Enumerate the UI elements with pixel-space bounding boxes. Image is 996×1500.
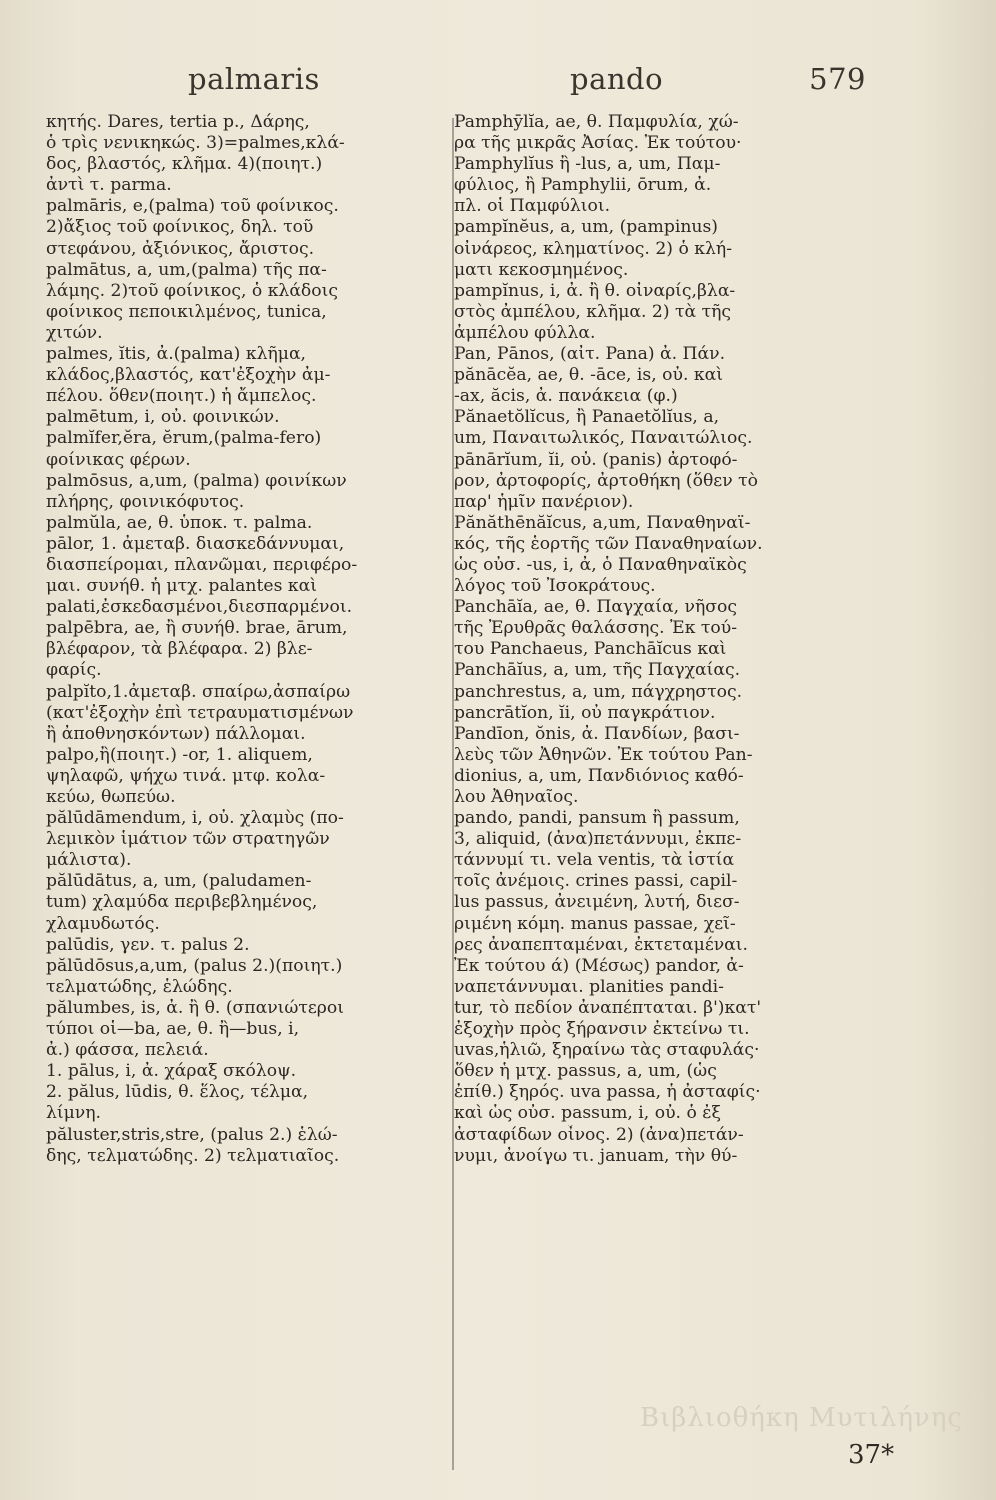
text-line: μάλιστα). (46, 850, 132, 871)
text-line: ἀμπέλου φύλλα. (454, 322, 596, 343)
library-watermark: Βιβλιοθήκη Μυτιλήνης (640, 1403, 963, 1433)
text-line: Pan, Pānos, (αἰτ. Pana) ἀ. Πάν. (454, 344, 726, 365)
header-first-entry: palmaris (188, 62, 320, 96)
text-line: palmŭla, ae, θ. ὑποκ. τ. palma. (46, 512, 313, 533)
text-line: palmātus, a, um,(palma) τῆς πα- (46, 259, 327, 280)
text-line: Panchāĭus, a, um, τῆς Παγχαίας. (454, 660, 741, 681)
text-line: ψηλαφῶ, ψήχω τινά. μτφ. κολα- (46, 765, 326, 786)
text-line: τοῖς ἀνέμοις. crines passi, capil- (454, 871, 738, 892)
text-line: χιτών. (46, 322, 103, 343)
text-line: ὡς οὐσ. -us, i, ἀ, ὁ Παναθηναϊκὸς (454, 554, 747, 575)
text-line: 1. pālus, i, ἀ. χάραξ σκόλοψ. (46, 1061, 297, 1082)
text-line: palmĭfer,ĕra, ĕrum,(palma-fero) (46, 428, 322, 449)
text-line: pancrātĭon, ĭi, οὐ παγκράτιον. (454, 702, 716, 723)
text-line: Pamphylĭus ἢ -lus, a, um, Παμ- (454, 154, 721, 175)
text-line: lus passus, ἀνειμένη, λυτή, διεσ- (454, 892, 740, 913)
text-line: pampĭnus, i, ἀ. ἢ θ. οἰναρίς,βλα- (454, 280, 736, 301)
text-line: στὸς ἀμπέλου, κλῆμα. 2) τὰ τῆς (454, 301, 732, 322)
text-line: pălūdōsus,a,um, (palus 2.)(ποιητ.) (46, 955, 343, 976)
running-header (140, 62, 866, 112)
text-line: λεμικὸν ἱμάτιον τῶν στρατηγῶν (46, 829, 330, 850)
text-line: μαι. συνήθ. ἡ μτχ. palantes καὶ (46, 576, 317, 597)
text-line: palati,ἐσκεδασμένοι,διεσπαρμένοι. (46, 597, 353, 618)
text-line: ματι κεκοσμημένος. (454, 259, 629, 280)
text-line: τύποι οἱ—ba, ae, θ. ἢ—bus, i, (46, 1019, 300, 1040)
text-line: pănācĕa, ae, θ. -āce, is, οὐ. καὶ (454, 365, 723, 386)
text-line: καὶ ὡς οὐσ. passum, i, οὐ. ὁ ἐξ (454, 1103, 721, 1124)
text-line: δης, τελματώδης. 2) τελματιαῖος. (46, 1145, 340, 1166)
text-line: ρα τῆς μικρᾶς Ἀσίας. Ἐκ τούτου· (454, 133, 742, 154)
text-line: νυμι, ἀνοίγω τι. januam, τὴν θύ- (454, 1145, 738, 1166)
text-line: πλήρης, φοινικόφυτος. (46, 491, 245, 512)
text-line: tum) χλαμύδα περιβεβλημένος, (46, 892, 318, 913)
text-line: λάμης. 2)τοῦ φοίνικος, ὁ κλάδοις (46, 280, 338, 301)
signature-mark: 37* (848, 1440, 895, 1470)
text-line: pălūdāmendum, i, οὐ. χλαμὺς (πο- (46, 808, 344, 829)
text-line: ἐπίθ.) ξηρός. uva passa, ἡ ἀσταφίς· (454, 1082, 761, 1103)
text-line: παρ' ἡμῖν πανέριον). (454, 491, 634, 512)
text-line: οἰνάρεος, κληματίνος. 2) ὁ κλή- (454, 238, 733, 259)
text-line: λου Ἀθηναῖος. (454, 787, 579, 807)
text-line: λόγος τοῦ Ἰσοκράτους. (454, 576, 656, 597)
text-line: Panchāĭa, ae, θ. Παγχαία, νῆσος (454, 597, 737, 618)
text-line: palmētum, i, οὐ. φοινικών. (46, 407, 280, 428)
text-line: palpēbra, ae, ἢ συνήθ. brae, ārum, (46, 618, 348, 639)
text-line: ρες ἀναπεπταμέναι, ἐκτεταμέναι. (454, 934, 748, 955)
text-line: pando, pandi, pansum ἢ passum, (454, 808, 740, 829)
text-line: -ax, ăcis, ἀ. πανάκεια (φ.) (454, 386, 678, 407)
text-line: του Panchaeus, Panchāĭcus καὶ (454, 639, 727, 660)
text-line: 3, aliquid, (ἀνα)πετάννυμι, ἐκπε- (454, 829, 742, 850)
text-line: ἢ ἀποθνησκόντων) πάλλομαι. (46, 723, 306, 744)
text-line: ἐξοχὴν πρὸς ξήρανσιν ἐκτείνω τι. (454, 1019, 750, 1040)
text-line: κλάδος,βλαστός, κατ'ἐξοχὴν ἀμ- (46, 365, 331, 386)
text-line: κεύω, θωπεύω. (46, 787, 176, 807)
text-line: Pănaetŏlĭcus, ἢ Panaetŏlĭus, a, (454, 407, 720, 428)
text-line: βλέφαρον, τὰ βλέφαρα. 2) βλε- (46, 639, 313, 660)
text-line: ριμένη κόμη. manus passae, χεῖ- (454, 913, 736, 934)
text-line: palmāris, e,(palma) τοῦ φοίνικος. (46, 196, 339, 217)
text-line: dionius, a, um, Πανδιόνιος καθό- (454, 765, 744, 786)
text-line: πλ. οἱ Παμφύλιοι. (454, 196, 611, 217)
text-line: ρον, ἀρτοφορίς, ἀρτοθήκη (ὅθεν τὸ (454, 470, 758, 491)
text-line: κός, τῆς ἑορτῆς τῶν Παναθηναίων. (454, 533, 763, 554)
page-number: 579 (809, 62, 866, 96)
text-line: ναπετάννυμαι. planities pandi- (454, 976, 724, 997)
text-line: 2. pălus, lūdis, θ. ἕλος, τέλμα, (46, 1082, 309, 1103)
text-line: păluster,stris,stre, (palus 2.) ἑλώ- (46, 1124, 338, 1145)
text-line: φοίνικος πεποικιλμένος, tunica, (46, 301, 327, 322)
text-line: Pănăthēnăĭcus, a,um, Παναθηναϊ- (454, 512, 751, 533)
text-line: 2)ἄξιος τοῦ φοίνικος, δηλ. τοῦ (46, 217, 314, 238)
text-line: pampĭnĕus, a, um, (pampinus) (454, 217, 718, 238)
text-line: palmōsus, a,um, (palma) φοινίκων (46, 470, 347, 491)
text-line: pălumbes, is, ἀ. ἢ θ. (σπανιώτεροι (46, 997, 344, 1018)
text-line: ἀ.) φάσσα, πελειά. (46, 1040, 209, 1061)
text-line: κητής. Dares, tertia p., Δάρης, (46, 112, 310, 132)
text-line: δος, βλαστός, κλῆμα. 4)(ποιητ.) (46, 154, 323, 175)
text-line: palmes, ĭtis, ἀ.(palma) κλῆμα, (46, 344, 307, 365)
text-line: Pamphȳlĭa, ae, θ. Παμφυλία, χώ- (454, 112, 739, 132)
left-column (46, 112, 442, 1167)
text-line: tur, τὸ πεδίον ἀναπέπταται. β')κατ' (454, 997, 762, 1018)
right-column (454, 112, 884, 1167)
text-line: Pandīon, ŏnis, ἀ. Πανδίων, βασι- (454, 723, 740, 744)
text-line: πέλου. ὅθεν(ποιητ.) ἡ ἄμπελος. (46, 386, 317, 407)
text-line: φαρίς. (46, 660, 102, 681)
text-line: pānārĭum, ĭi, οὐ. (panis) ἀρτοφό- (454, 449, 738, 470)
text-line: ἀσταφίδων οἶνος. 2) (ἀνα)πετάν- (454, 1124, 744, 1145)
text-line: ὅθεν ἡ μτχ. passus, a, um, (ὡς (454, 1061, 717, 1082)
text-line: ἀντὶ τ. parma. (46, 175, 172, 196)
text-line: λεὺς τῶν Ἀθηνῶν. Ἐκ τούτου Pan- (454, 744, 753, 765)
text-line: palūdis, γεν. τ. palus 2. (46, 934, 250, 955)
text-line: φοίνικας φέρων. (46, 449, 191, 470)
text-line: διασπείρομαι, πλανῶμαι, περιφέρο- (46, 554, 358, 575)
text-line: στεφάνου, ἀξιόνικος, ἄριστος. (46, 238, 315, 259)
header-last-entry: pando (570, 62, 664, 96)
text-line: uvas,ἡλιῶ, ξηραίνω τὰς σταφυλάς· (454, 1040, 760, 1061)
text-line: um, Παναιτωλικός, Παναιτώλιος. (454, 428, 753, 449)
text-line: Ἐκ τούτου ά) (Μέσως) pandor, ἀ- (454, 955, 744, 976)
text-line: τῆς Ἐρυθρᾶς θαλάσσης. Ἐκ τού- (454, 618, 738, 639)
text-line: τελματώδης, ἑλώδης. (46, 976, 233, 997)
text-line: (κατ'ἐξοχὴν ἐπὶ τετραυματισμένων (46, 702, 354, 723)
text-line: χλαμυδωτός. (46, 913, 160, 934)
text-line: τάννυμί τι. vela ventis, τὰ ἱστία (454, 850, 735, 871)
text-line: λίμνη. (46, 1103, 102, 1124)
text-line: panchrestus, a, um, πάγχρηστος. (454, 681, 743, 702)
text-line: φύλιος, ἢ Pamphylii, ōrum, ἀ. (454, 175, 712, 196)
text-line: pālor, 1. ἀμεταβ. διασκεδάννυμαι, (46, 533, 345, 554)
text-line: palpĭto,1.ἀμεταβ. σπαίρω,ἀσπαίρω (46, 681, 351, 702)
text-line: palpo,ἢ(ποιητ.) -or, 1. aliquem, (46, 744, 313, 765)
text-line: ὁ τρὶς νενικηκώς. 3)=palmes,κλά- (46, 133, 345, 154)
text-line: pălūdātus, a, um, (paludamen- (46, 871, 312, 892)
